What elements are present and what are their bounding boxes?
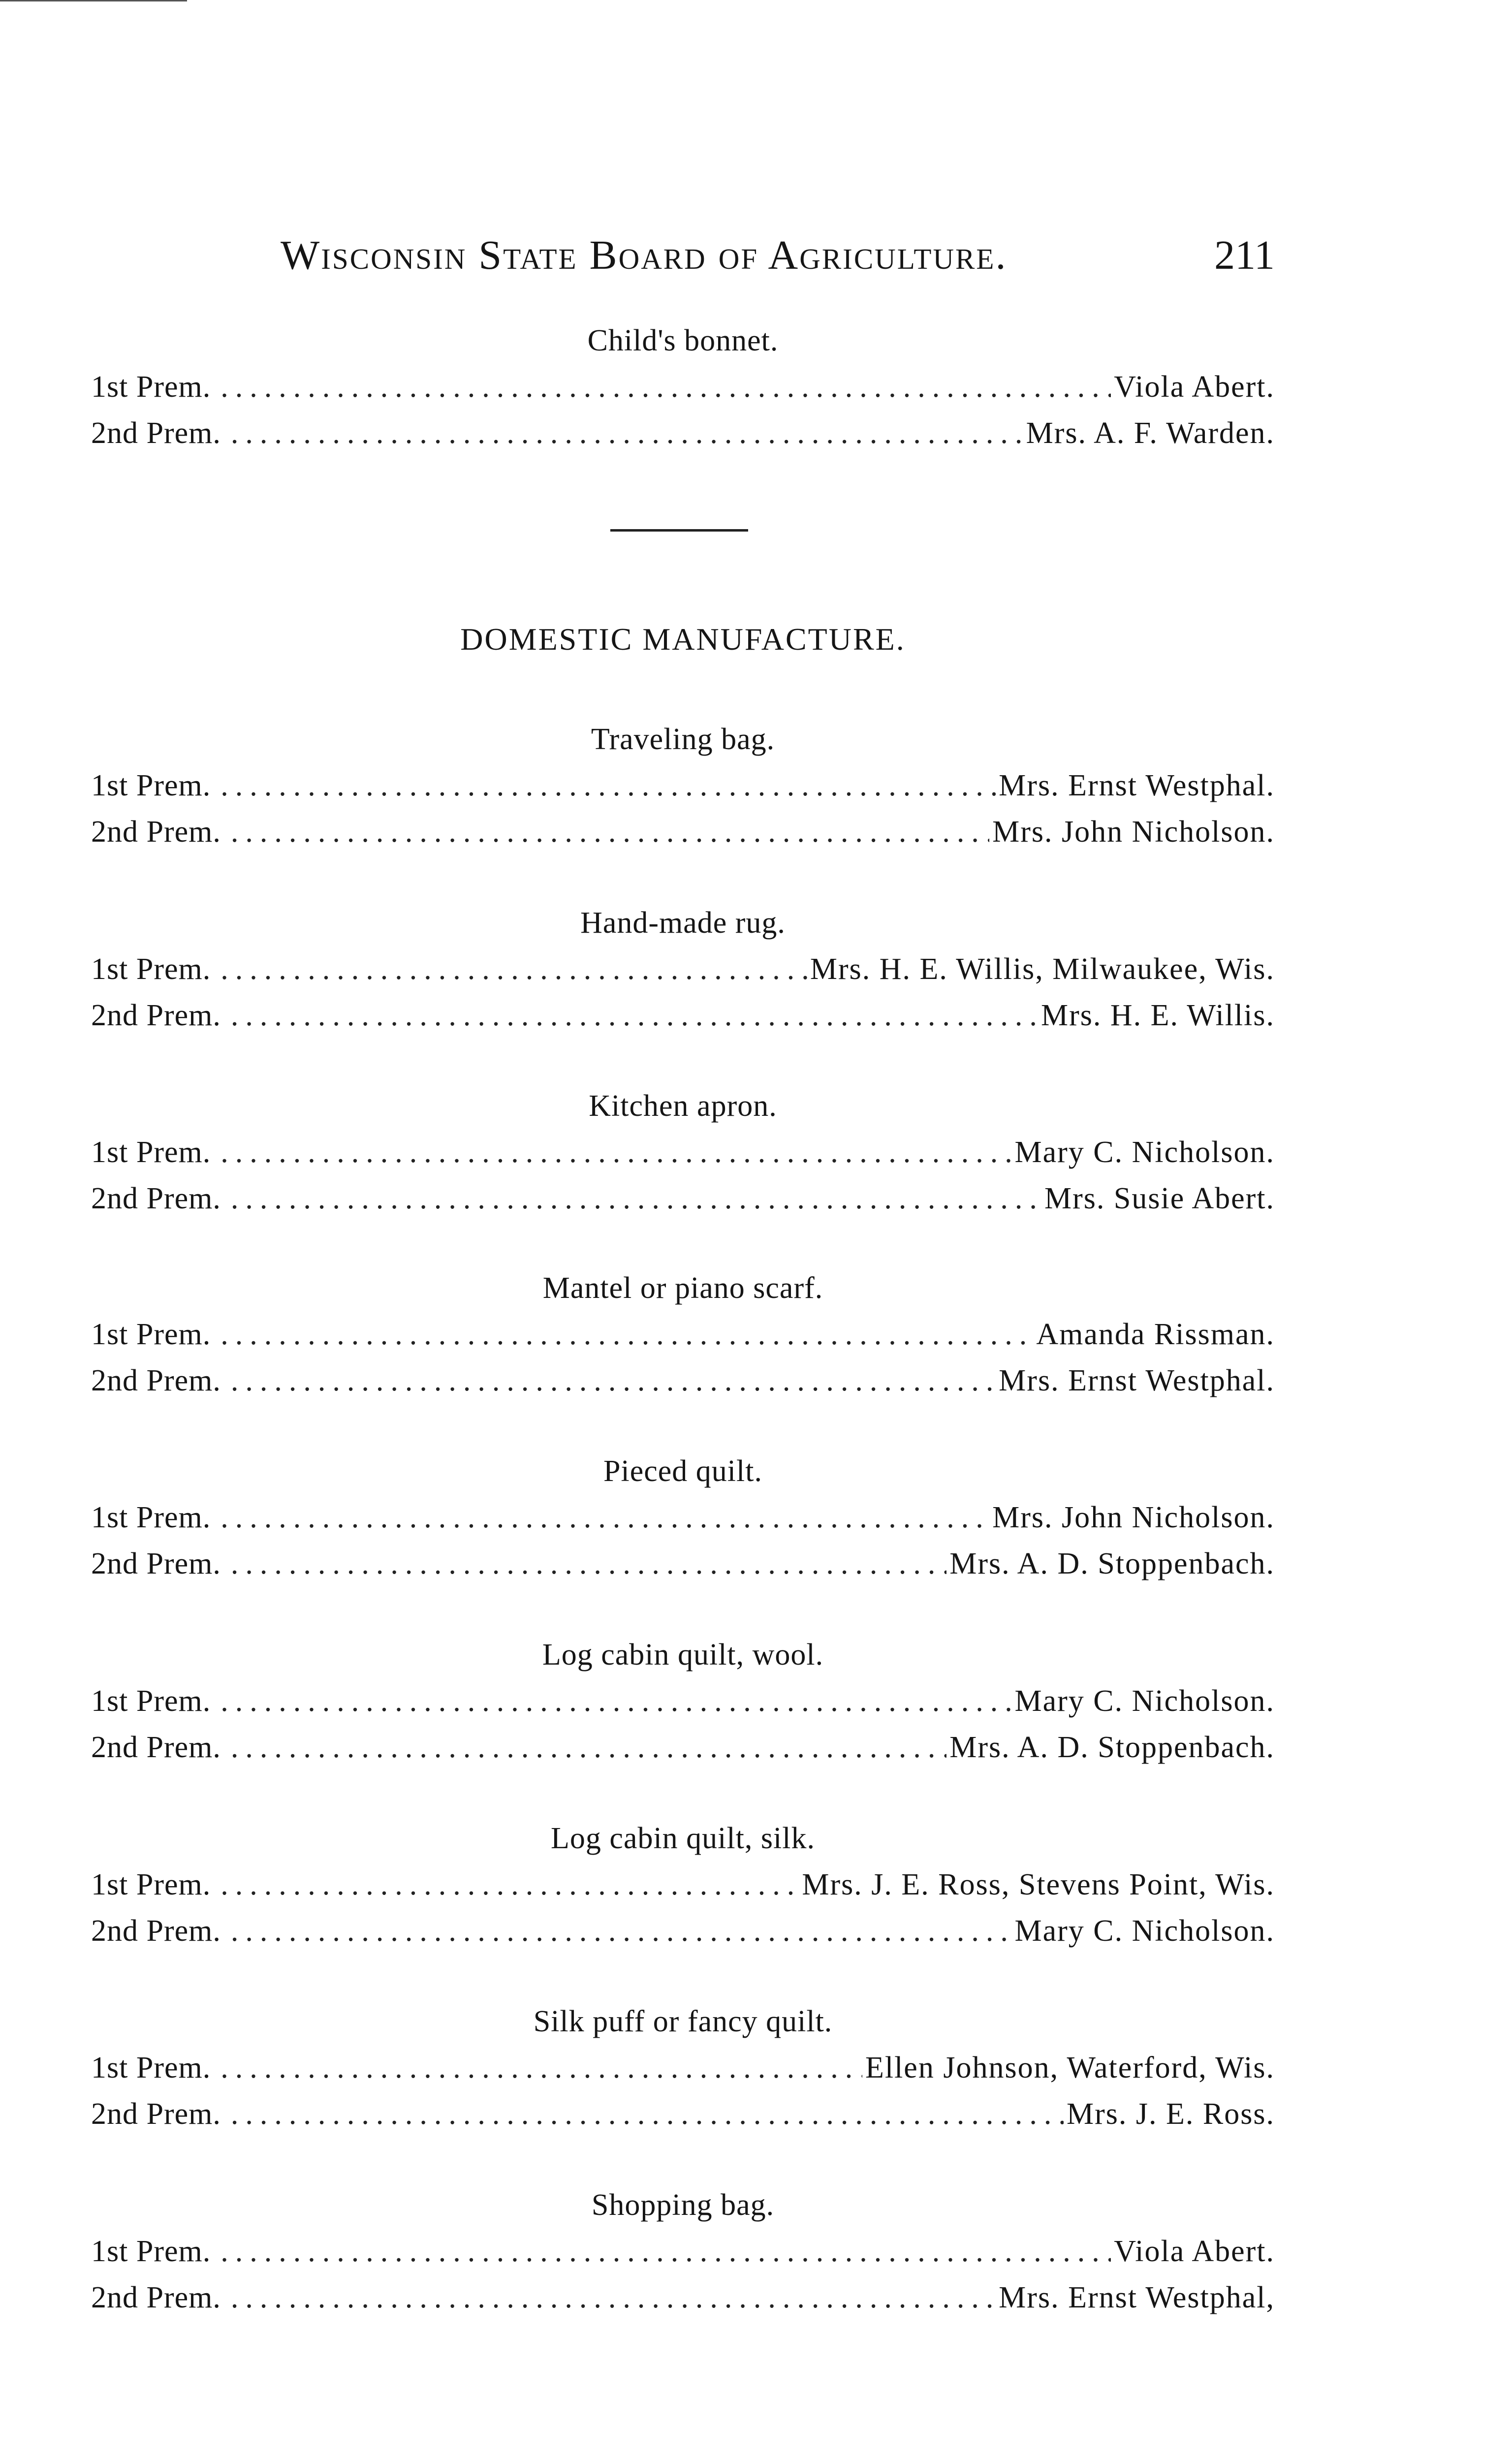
premium-rank: 1st Prem.	[91, 370, 211, 404]
page-number: 211	[1214, 232, 1275, 278]
award-group	[91, 2182, 1275, 2321]
dot-leader	[231, 1724, 946, 1770]
dot-leader	[220, 2045, 862, 2091]
premium-rank: 2nd Prem.	[91, 815, 221, 849]
category-heading: Pieced quilt.	[603, 1454, 762, 1488]
winner-name: Mrs. H. E. Willis.	[1041, 999, 1275, 1032]
category-heading: Mantel or piano scarf.	[542, 1271, 823, 1305]
winner-name: Amanda Rissman.	[1036, 1318, 1275, 1351]
dot-leader	[220, 364, 1111, 410]
section-heading: DOMESTIC MANUFACTURE.	[460, 622, 906, 657]
winner-name: Mrs. John Nicholson.	[992, 815, 1275, 849]
category-heading: Silk puff or fancy quilt.	[533, 2005, 833, 2038]
award-entry	[91, 364, 1275, 410]
award-entry	[91, 992, 1275, 1039]
award-entry	[91, 2045, 1275, 2091]
winner-name: Mrs. Ernst Westphal.	[999, 1364, 1275, 1397]
award-group	[91, 1448, 1275, 1587]
winner-name: Mary C. Nicholson.	[1014, 1684, 1275, 1718]
dot-leader	[231, 992, 1038, 1039]
dot-leader	[231, 1357, 996, 1404]
premium-rank: 1st Prem.	[91, 952, 211, 986]
award-group	[91, 716, 1275, 855]
category-heading: Shopping bag.	[591, 2188, 775, 2222]
award-entry	[91, 410, 1275, 456]
category-heading: Child's bonnet.	[587, 324, 779, 357]
award-group	[91, 1632, 1275, 1770]
premium-rank: 2nd Prem.	[91, 1731, 221, 1764]
premium-rank: 1st Prem.	[91, 1318, 211, 1351]
winner-name: Mrs. J. E. Ross.	[1066, 2097, 1275, 2131]
premium-rank: 2nd Prem.	[91, 999, 221, 1032]
winner-name: Mrs. Susie Abert.	[1044, 1182, 1275, 1215]
award-group	[91, 1815, 1275, 1954]
running-header	[91, 231, 1275, 285]
dot-leader	[231, 2091, 1064, 2137]
dot-leader	[220, 1678, 1011, 1724]
winner-name: Mary C. Nicholson.	[1014, 1136, 1275, 1169]
winner-name: Ellen Johnson, Waterford, Wis.	[865, 2051, 1275, 2084]
award-entry	[91, 1908, 1275, 1954]
winner-name: Mrs. Ernst Westphal.	[999, 769, 1275, 802]
winner-name: Mrs. A. F. Warden.	[1026, 416, 1275, 450]
premium-rank: 1st Prem.	[91, 2051, 211, 2084]
dot-leader	[231, 410, 1023, 456]
award-group	[91, 1265, 1275, 1404]
category-heading: Kitchen apron.	[589, 1089, 777, 1123]
premium-rank: 2nd Prem.	[91, 1914, 221, 1948]
section-divider	[610, 529, 748, 532]
premium-rank: 1st Prem.	[91, 1684, 211, 1718]
dot-leader	[231, 809, 989, 855]
winner-name: Viola Abert.	[1114, 370, 1275, 404]
dot-leader	[231, 1175, 1041, 1222]
award-entry	[91, 1129, 1275, 1175]
winner-name: Mrs. A. D. Stoppenbach.	[949, 1731, 1275, 1764]
winner-name: Mrs. John Nicholson.	[992, 1501, 1275, 1534]
dot-leader	[220, 1494, 989, 1541]
award-entry	[91, 1541, 1275, 1587]
premium-rank: 2nd Prem.	[91, 2281, 221, 2314]
dot-leader	[220, 1311, 1033, 1357]
winner-name: Viola Abert.	[1114, 2235, 1275, 2268]
winner-name: Mrs. A. D. Stoppenbach.	[949, 1547, 1275, 1580]
award-entry	[91, 1678, 1275, 1724]
award-group	[91, 900, 1275, 1039]
category-heading: Hand-made rug.	[580, 906, 786, 940]
dot-leader	[220, 2228, 1111, 2274]
premium-rank: 2nd Prem.	[91, 1182, 221, 1215]
award-entry	[91, 1724, 1275, 1770]
dot-leader	[231, 1908, 1012, 1954]
dot-leader	[220, 762, 996, 809]
premium-rank: 2nd Prem.	[91, 416, 221, 450]
category-heading: Log cabin quilt, silk.	[551, 1822, 815, 1855]
award-group	[91, 1998, 1275, 2137]
premium-rank: 1st Prem.	[91, 1501, 211, 1534]
premium-rank: 1st Prem.	[91, 769, 211, 802]
award-entry	[91, 1175, 1275, 1222]
dot-leader	[231, 2274, 996, 2321]
winner-name: Mrs. J. E. Ross, Stevens Point, Wis.	[802, 1868, 1275, 1901]
running-title: Wisconsin State Board of Agriculture.	[281, 232, 1008, 278]
premium-rank: 1st Prem.	[91, 2235, 211, 2268]
winner-name: Mrs. H. E. Willis, Milwaukee, Wis.	[810, 952, 1275, 986]
award-entry	[91, 809, 1275, 855]
award-entry	[91, 2228, 1275, 2274]
award-entry	[91, 762, 1275, 809]
premium-rank: 1st Prem.	[91, 1136, 211, 1169]
premium-rank: 2nd Prem.	[91, 2097, 221, 2131]
premium-rank: 1st Prem.	[91, 1868, 211, 1901]
award-entry	[91, 2274, 1275, 2321]
award-entry	[91, 2091, 1275, 2137]
award-entry	[91, 946, 1275, 992]
category-heading: Log cabin quilt, wool.	[542, 1638, 824, 1672]
winner-name: Mrs. Ernst Westphal,	[999, 2281, 1275, 2314]
category-heading: Traveling bag.	[591, 723, 775, 756]
award-group-childs-bonnet	[91, 317, 1275, 456]
winner-name: Mary C. Nicholson.	[1014, 1914, 1275, 1948]
award-entry	[91, 1494, 1275, 1541]
award-entry	[91, 1862, 1275, 1908]
award-entry	[91, 1311, 1275, 1357]
top-edge-rule	[0, 0, 187, 1]
dot-leader	[220, 946, 807, 992]
award-entry	[91, 1357, 1275, 1404]
premium-rank: 2nd Prem.	[91, 1547, 221, 1580]
dot-leader	[220, 1129, 1011, 1175]
premium-rank: 2nd Prem.	[91, 1364, 221, 1397]
dot-leader	[220, 1862, 799, 1908]
dot-leader	[231, 1541, 946, 1587]
award-group	[91, 1083, 1275, 1222]
